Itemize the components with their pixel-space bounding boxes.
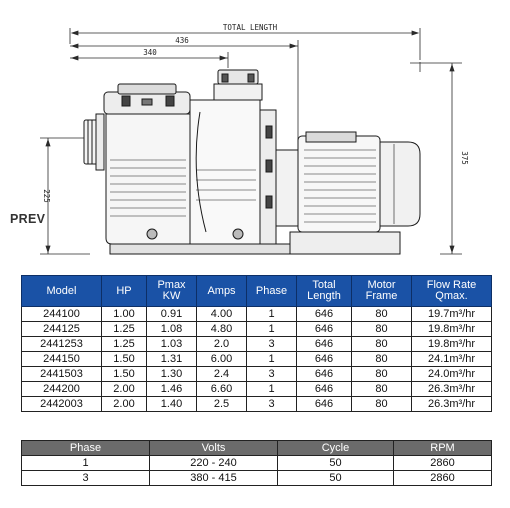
table-cell: 1.08 [147, 322, 197, 337]
table-cell: 2.4 [197, 367, 247, 382]
table-row [22, 337, 492, 352]
table-cell: 646 [297, 397, 352, 412]
table-cell: 220 - 240 [150, 456, 278, 471]
table-cell: 3 [247, 397, 297, 412]
table-cell: 244200 [22, 382, 102, 397]
table-row [22, 352, 492, 367]
table-cell: 646 [297, 352, 352, 367]
table-cell: 1.50 [102, 367, 147, 382]
spec-header-row [22, 276, 492, 307]
table-cell: 646 [297, 322, 352, 337]
table-cell: 1.30 [147, 367, 197, 382]
dim-436-label: 436 [175, 36, 189, 45]
table-cell: 4.80 [197, 322, 247, 337]
power-table [21, 440, 492, 486]
table-cell: 6.60 [197, 382, 247, 397]
table-cell: 1.50 [102, 352, 147, 367]
table-cell: 1 [247, 352, 297, 367]
table-cell: 24.0m³/hr [412, 367, 492, 382]
table-cell: 2441253 [22, 337, 102, 352]
table-cell: 1.03 [147, 337, 197, 352]
table-cell: 646 [297, 367, 352, 382]
table-row [22, 456, 492, 471]
table-cell: 1.46 [147, 382, 197, 397]
dim-375-label: 375 [460, 151, 469, 165]
table-cell: 24.1m³/hr [412, 352, 492, 367]
col-hp: HP [102, 276, 147, 307]
table-cell: 80 [352, 382, 412, 397]
table-cell: 646 [297, 337, 352, 352]
table-cell: 26.3m³/hr [412, 397, 492, 412]
table-cell: 80 [352, 352, 412, 367]
table-cell: 3 [22, 471, 150, 486]
table-cell: 19.7m³/hr [412, 307, 492, 322]
table-cell: 2860 [394, 471, 492, 486]
table-cell: 6.00 [197, 352, 247, 367]
table-cell: 4.00 [197, 307, 247, 322]
col-rpm: RPM [394, 441, 492, 456]
table-cell: 80 [352, 322, 412, 337]
col-phase: Phase [22, 441, 150, 456]
table-cell: 1 [247, 307, 297, 322]
table-cell: 1 [247, 382, 297, 397]
table-row [22, 397, 492, 412]
table-cell: 80 [352, 307, 412, 322]
table-row [22, 382, 492, 397]
table-cell: 380 - 415 [150, 471, 278, 486]
table-cell: 244100 [22, 307, 102, 322]
table-cell: 2.00 [102, 382, 147, 397]
table-cell: 0.91 [147, 307, 197, 322]
table-cell: 2441503 [22, 367, 102, 382]
table-cell: 50 [278, 471, 394, 486]
col-pmax-kw: Pmax KW [147, 276, 197, 307]
table-cell: 646 [297, 307, 352, 322]
table-cell: 1.00 [102, 307, 147, 322]
table-cell: 3 [247, 337, 297, 352]
power-header-row [22, 441, 492, 456]
pump-body [84, 70, 420, 254]
col-flow-rate: Flow Rate Qmax. [412, 276, 492, 307]
table-row [22, 367, 492, 382]
table-cell: 2.0 [197, 337, 247, 352]
table-cell: 1.31 [147, 352, 197, 367]
table-cell: 19.8m³/hr [412, 322, 492, 337]
table-cell: 1 [22, 456, 150, 471]
dim-total-length-label: TOTAL LENGTH [222, 23, 278, 32]
table-cell: 646 [297, 382, 352, 397]
table-cell: 3 [247, 367, 297, 382]
table-cell: 50 [278, 456, 394, 471]
spec-table [21, 275, 492, 412]
table-cell: 80 [352, 337, 412, 352]
prev-label: PREV [10, 212, 46, 226]
dim-340-label: 340 [143, 48, 157, 57]
table-cell: 2.00 [102, 397, 147, 412]
table-row [22, 307, 492, 322]
col-model: Model [22, 276, 102, 307]
col-total-length: Total Length [297, 276, 352, 307]
table-cell: 2442003 [22, 397, 102, 412]
table-cell: 1 [247, 322, 297, 337]
table-cell: 1.25 [102, 322, 147, 337]
table-cell: 1.25 [102, 337, 147, 352]
col-amps: Amps [197, 276, 247, 307]
table-cell: 26.3m³/hr [412, 382, 492, 397]
table-cell: 1.40 [147, 397, 197, 412]
col-volts: Volts [150, 441, 278, 456]
dim-225-label: 225 [42, 189, 51, 203]
col-phase: Phase [247, 276, 297, 307]
table-cell: 80 [352, 367, 412, 382]
table-cell: 19.8m³/hr [412, 337, 492, 352]
table-cell: 244125 [22, 322, 102, 337]
table-cell: 2860 [394, 456, 492, 471]
table-row [22, 471, 492, 486]
col-motor-frame: Motor Frame [352, 276, 412, 307]
col-cycle: Cycle [278, 441, 394, 456]
table-row [22, 322, 492, 337]
table-cell: 244150 [22, 352, 102, 367]
table-cell: 2.5 [197, 397, 247, 412]
table-cell: 80 [352, 397, 412, 412]
